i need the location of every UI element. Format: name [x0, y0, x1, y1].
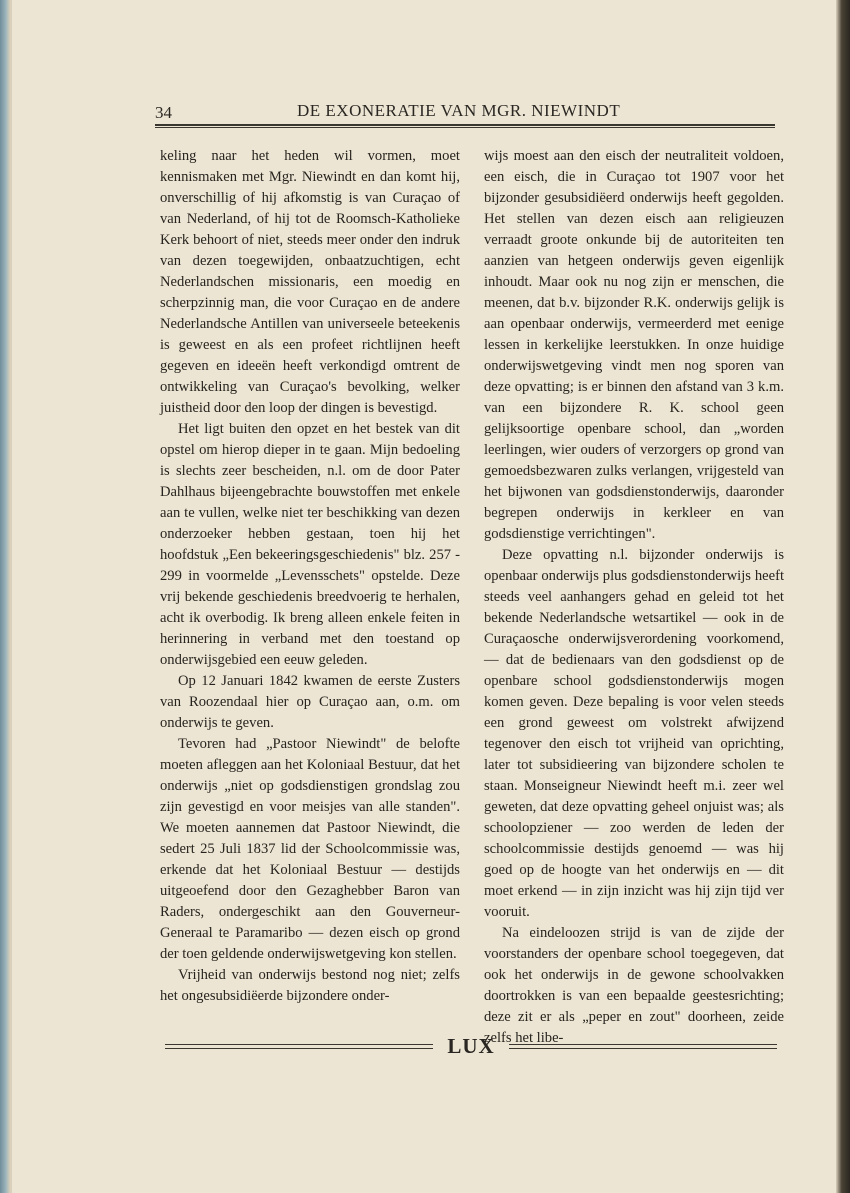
page-header: [155, 101, 775, 125]
text-column-right: [484, 146, 784, 1049]
paragraph: Op 12 Januari 1842 kwamen de eerste Zusters van Roozendaal hier op Curaçao aan, o.m. om onderwijs te geven.: [160, 673, 460, 731]
page-number: 34: [155, 103, 172, 122]
paragraph: Het ligt buiten den opzet en het bestek van dit opstel om hierop dieper in te gaan. Mijn bedoeling is slechts zeer bescheiden, n.l. om de door Pater Dahlhaus bijeengebrachte bouwstoffen met enkele aan te vullen, welke niet ter beschikking van dezen onderzoeker hebben gestaan, toen hij het hoofdstuk „Een bekeeringsgeschiedenis" blz. 257 - 299 in voormelde „Levensschets" opstelde. Deze vrij bekende geschiedenis breedvoerig te herhalen, acht ik overbodig. Ik breng alleen enkele feiten in herinnering in verband met den toestand op onderwijsgebied een eeuw geleden.: [160, 421, 460, 668]
footer-rule-left: [165, 1044, 433, 1049]
running-title: DE EXONERATIE VAN MGR. NIEWINDT: [297, 101, 621, 120]
paragraph: keling naar het heden wil vormen, moet kennismaken met Mgr. Niewindt en dan komt hij, onverschillig of hij afkomstig is van Curaçao of van Nederland, of hij tot de Roomsch-Katholieke Kerk behoort of niet, steeds meer onder den indruk van dezen toegewijden, onbaatzuchtigen, echt Nederlandschen missionaris, een moedig en scherpzinnig man, die voor Curaçao en de andere Nederlandsche Antillen van universeele beteekenis is geweest en als een profeet richtlijnen heeft gegeven en ideeën heeft verkondigd omtrent de ontwikkeling van Curaçao's bevolking, welker juistheid door den loop der dingen is bevestigd.: [160, 148, 460, 416]
paragraph: wijs moest aan den eisch der neutraliteit voldoen, een eisch, die in Curaçao tot 1907 voor het bijzonder gesubsidiëerd onderwijs heeft gegolden. Het stellen van dezen eisch aan religieuzen verraadt groote onkunde bij de autoriteiten ten aanzien van hetgeen onderwijs geven eigenlijk inhoudt. Maar ook nu nog zijn er menschen, die meenen, dat b.v. bijzonder R.K. onderwijs gelijk is aan openbaar onderwijs, vermeerderd met eenige lessen in kerkelijke leerstukken. In onze huidige onderwijswetgeving vindt men nog sporen van deze opvatting; is er binnen den afstand van 3 k.m. van een bijzondere R. K. school geen gelijksoortige openbare school, dan „worden leerlingen, wier ouders of verzorgers op grond van gemoedsbezwaren zulks verlangen, vrijgesteld van het bijwonen van godsdienstonderwijs, daaronder begrepen onderwijs in kerkleer en van godsdienstige verrichtingen".: [484, 148, 784, 542]
book-edge-left: [0, 0, 10, 1193]
paragraph: Tevoren had „Pastoor Niewindt" de belofte moeten afleggen aan het Koloniaal Bestuur, dat het onderwijs „niet op godsdienstigen grondslag zou zijn gevestigd en voor meisjes van alle standen". We moeten aannemen dat Pastoor Niewindt, die sedert 25 Juli 1837 lid der Schoolcommissie was, erkende dat het Koloniaal Bestuur — destijds uitgeoefend door den Gezaghebber Baron van Raders, ondergeschikt aan den Gouverneur-Generaal te Paramaribo — dezen eisch op grond der toen geldende onderwijswetgeving kon stellen.: [160, 736, 460, 962]
paragraph: Vrijheid van onderwijs bestond nog niet; zelfs het ongesubsidiëerde bijzondere onder-: [160, 967, 460, 1004]
paragraph: Na eindeloozen strijd is van de zijde der voorstanders der openbare school toegegeven, dat ook het onderwijs in de gewone schoolvakken doortrokken is van een bepaalde geestesrichting; deze zit er als „peper en zout" doorheen, zeide zelfs het libe-: [484, 925, 784, 1046]
text-column-left: [160, 146, 460, 1007]
footer-rule-right: [509, 1044, 777, 1049]
paragraph: Deze opvatting n.l. bijzonder onderwijs is openbaar onderwijs plus godsdienstonderwijs heeft steeds veel aanhangers gehad en geleid tot het bekende Nederlandsche wetsartikel — ook in de Curaçaosche onderwijsverordening voorkomend,— dat de bedienaars van den godsdienst op de openbare school godsdienstonderwijs mogen komen geven. Deze bepaling is voor velen steeds een grond geweest om volstrekt afwijzend tegenover den eisch tot vrijheid van oprichting, later tot subsidieering van bijzondere scholen te staan. Monseigneur Niewindt heeft m.i. zeer wel geweten, dat deze opvatting geheel onjuist was; als schoolopziener — zoo werden de leden der schoolcommissie destijds genoemd — was hij goed op de hoogte van het onderwijs en — dit moet erkend — in zijn inzicht was hij zijn tijd ver vooruit.: [484, 547, 784, 920]
header-rule: [155, 124, 775, 128]
book-gutter-right: [836, 0, 850, 1193]
footer-logo: LUX: [447, 1034, 495, 1058]
page-footer: [165, 1036, 777, 1060]
